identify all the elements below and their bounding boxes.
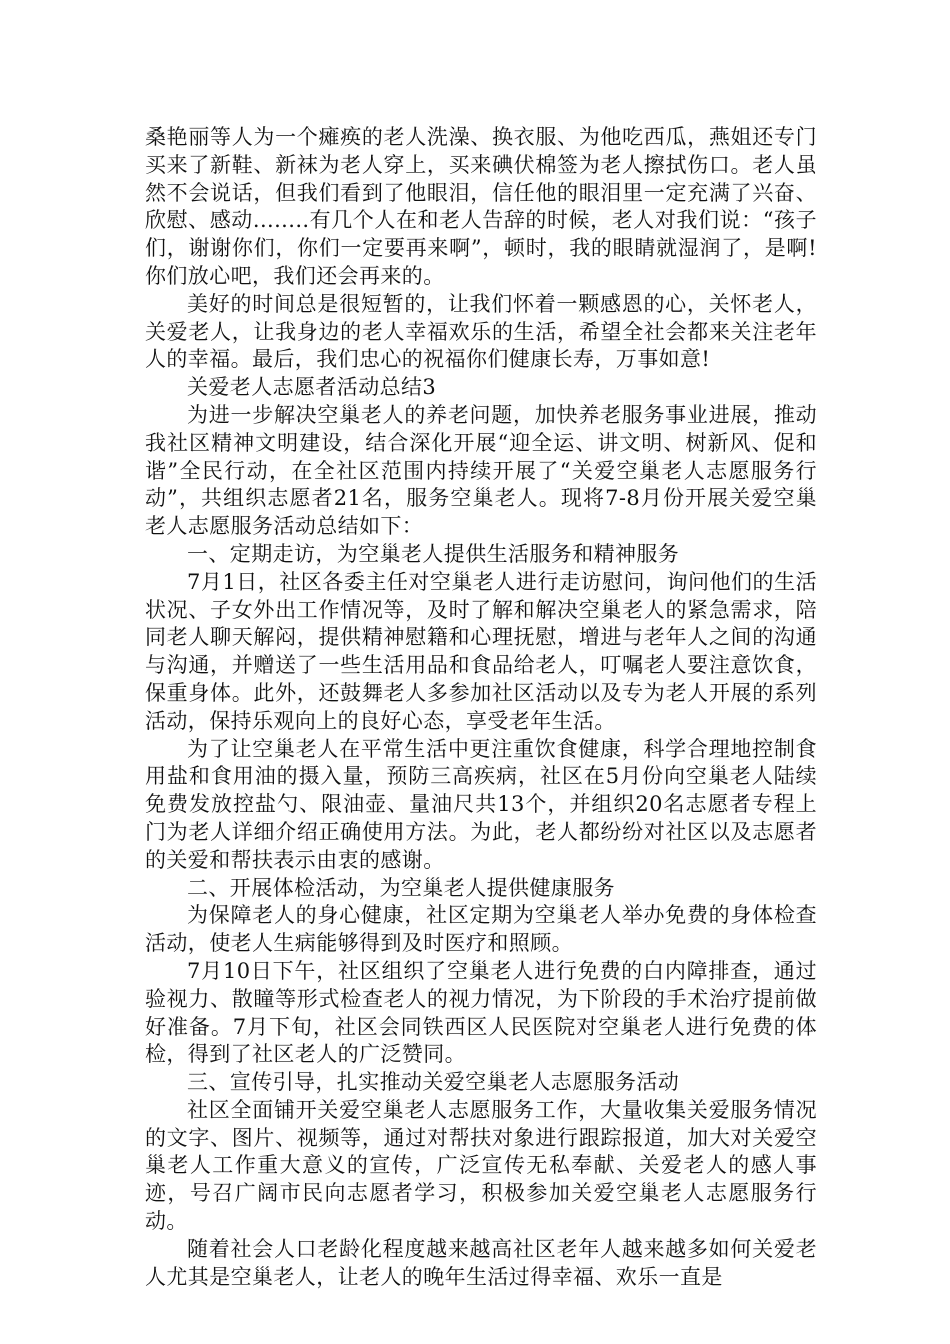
paragraph-intro: 为进一步解决空巢老人的养老问题，加快养老服务事业进展，推动我社区精神文明建设，结合深化开展“迎全运、讲文明、树新风、促和谐”全民行动，在全社区范围内持续开展了“关爱空巢老人志愿服务行动”，共组织志愿者21名，服务空巢老人。现将7-8月份开展关爱空巢老人志愿服务活动总结如下：: [145, 402, 817, 539]
paragraph-aging: 随着社会人口老龄化程度越来越高社区老年人越来越多如何关爱老人尤其是空巢老人，让老人的晚年生活过得幸福、欢乐一直是: [145, 1236, 817, 1289]
paragraph-visit: 7月1日，社区各委主任对空巢老人进行走访慰问，询问他们的生活状况、子女外出工作情况等，及时了解和解决空巢老人的紧急需求，陪同老人聊天解闷，提供精神慰籍和心理抚慰，增进与老年人之间的沟通与沟通，并赠送了一些生活用品和食品给老人，叮嘱老人要注意饮食，保重身体。此外，还鼓舞老人多参加社区活动以及专为老人开展的系列活动，保持乐观向上的良好心态，享受老年生活。: [145, 569, 817, 733]
subheading-one: 一、定期走访，为空巢老人提供生活服务和精神服务: [187, 541, 680, 566]
subheading-two: 二、开展体检活动，为空巢老人提供健康服务: [187, 875, 615, 900]
paragraph-closing: 美好的时间总是很短暂的，让我们怀着一颗感恩的心，关怀老人，关爱老人，让我身边的老人幸福欢乐的生活，希望全社会都来关注老年人的幸福。最后，我们忠心的祝福你们健康长寿，万事如意!: [145, 291, 817, 372]
subheading-three: 三、宣传引导，扎实推动关爱空巢老人志愿服务活动: [187, 1070, 680, 1095]
section-title: 关爱老人志愿者活动总结3: [187, 375, 437, 400]
paragraph-diet: 为了让空巢老人在平常生活中更注重饮食健康，科学合理地控制食用盐和食用油的摄入量，预防三高疾病，社区在5月份向空巢老人陆续免费发放控盐勺、限油壶、量油尺共13个，并组织20名志愿者专程上门为老人详细介绍正确使用方法。为此，老人都纷纷对社区以及志愿者的关爱和帮扶表示由衷的感谢。: [145, 736, 817, 872]
paragraph-continuation: 桑艳丽等人为一个瘫痪的老人洗澡、换衣服、为他吃西瓜，燕姐还专门买来了新鞋、新袜为老人穿上，买来碘伏棉签为老人擦拭伤口。老人虽然不会说话，但我们看到了他眼泪，信任他的眼泪里一定充满了兴奋、欣慰、感动........有几个人在和老人告辞的时候，老人对我们说：“孩子们，谢谢你们，你们一定要再来啊”，顿时，我的眼睛就湿润了，是啊!你们放心吧，我们还会再来的。: [145, 125, 817, 288]
paragraph-eye-exam: 7月10日下午，社区组织了空巢老人进行免费的白内障排查，通过验视力、散瞳等形式检查老人的视力情况，为下阶段的手术治疗提前做好准备。7月下旬，社区会同铁西区人民医院对空巢老人进行免费的体检，得到了社区老人的广泛赞同。: [145, 958, 817, 1067]
document-body: [145, 124, 817, 1291]
paragraph-checkup: 为保障老人的身心健康，社区定期为空巢老人举办免费的身体检查活动，使老人生病能够得到及时医疗和照顾。: [145, 903, 817, 956]
paragraph-publicity: 社区全面铺开关爱空巢老人志愿服务工作，大量收集关爱服务情况的文字、图片、视频等，通过对帮扶对象进行跟踪报道，加大对关爱空巢老人工作重大意义的宣传，广泛宣传无私奉献、关爱老人的感人事迹，号召广阔市民向志愿者学习，积极参加关爱空巢老人志愿服务行动。: [145, 1097, 817, 1234]
